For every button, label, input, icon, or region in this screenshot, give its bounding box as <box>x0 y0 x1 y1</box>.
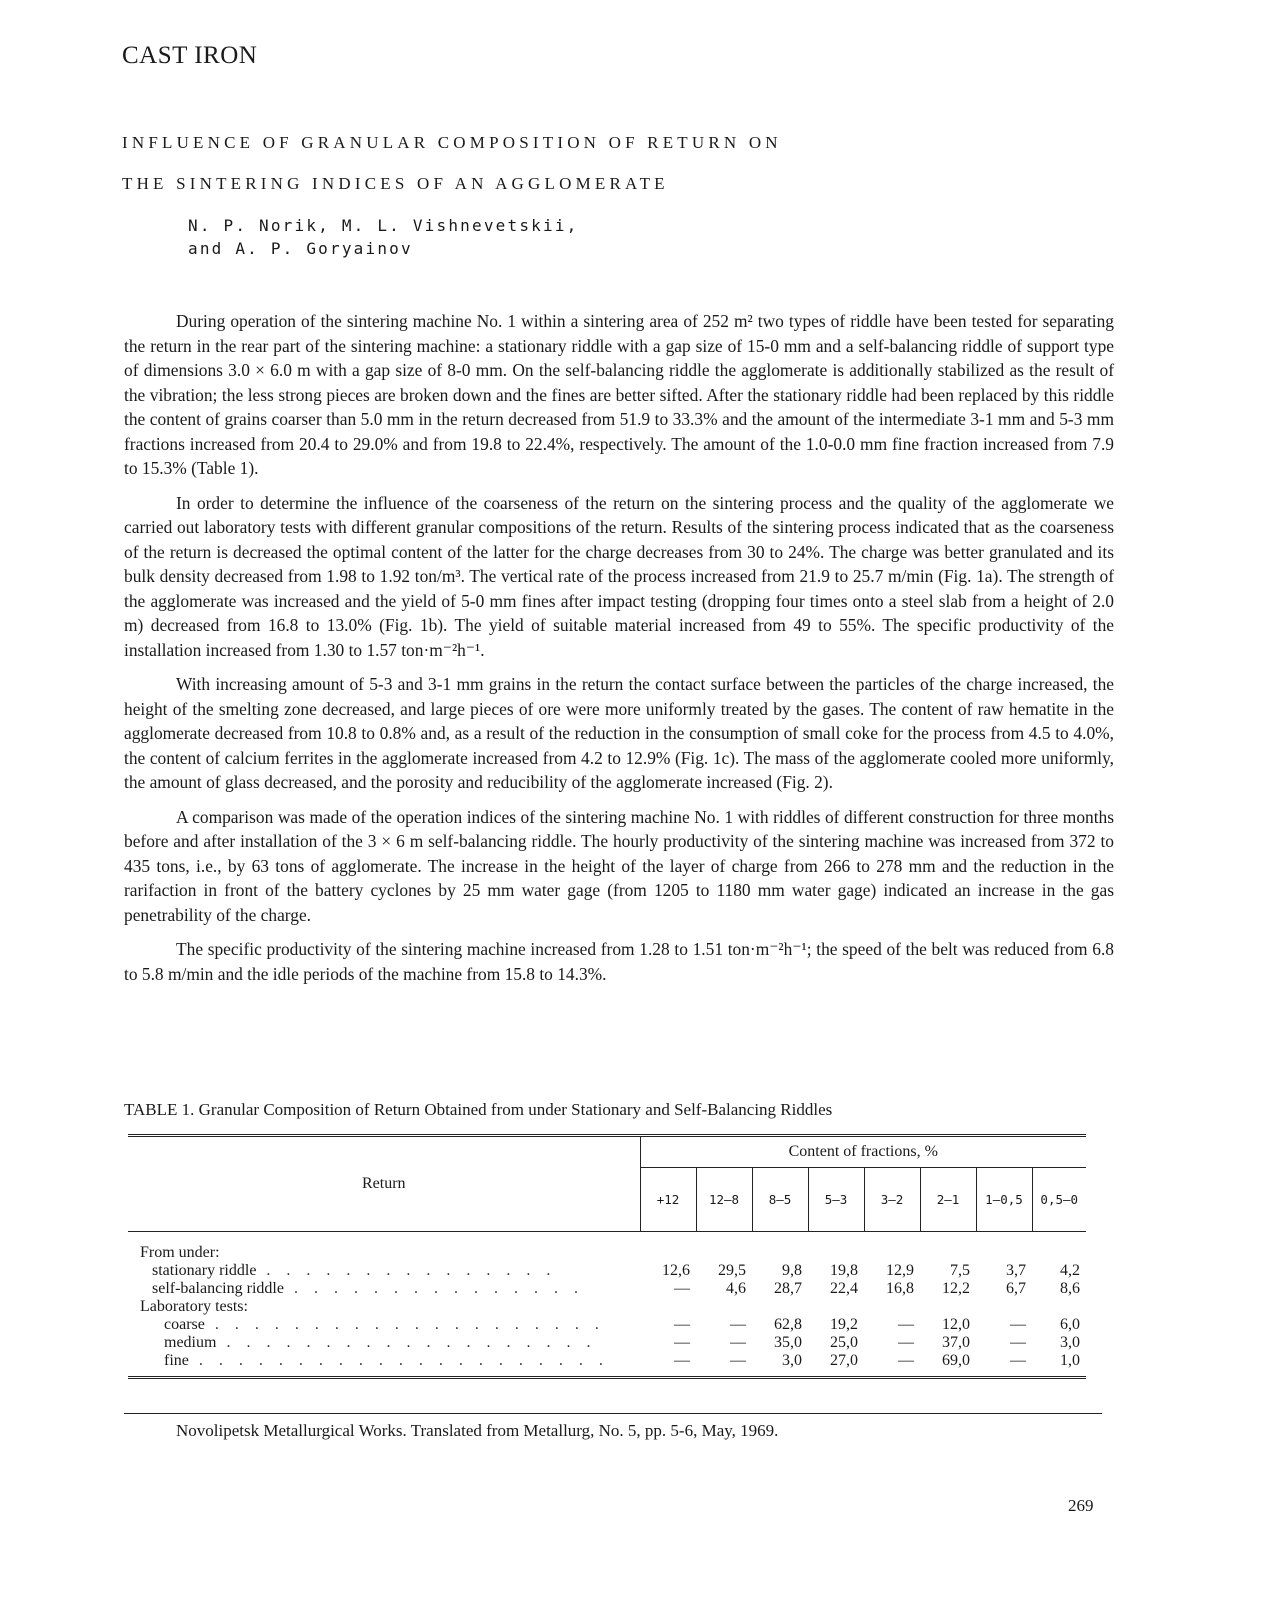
footnote: Novolipetsk Metallurgical Works. Translated from Metallurg, No. 5, pp. 5-6, May, 1969. <box>176 1421 779 1440</box>
leader-dots: . . . . . . . . . . . . . . . . . . . . . <box>188 1352 609 1369</box>
table-cell: 1,0 <box>1060 1352 1080 1369</box>
table-cell: 12,0 <box>942 1316 970 1333</box>
table-cell: 3,0 <box>1060 1334 1080 1351</box>
table-cell: 37,0 <box>942 1334 970 1351</box>
column-header: 2—1 <box>920 1168 976 1232</box>
paragraph-2: In order to determine the influence of the coarseness of the return on the sintering process and the quality of the agglomerate we carried out laboratory tests with different granular compositions of the return. Results of the sintering process indicated that as the coarseness of the return is decreased the optimal content of the latter for the charge decreases from 30 to 24%. The charge was better granulated and its bulk density decreased from 1.98 to 1.92 ton/m³. The vertical rate of the process increased from 21.9 to 25.7 m/min (Fig. 1a). The strength of the agglomerate was increased and the yield of 5-0 mm fines after impact testing (dropping four times onto a steel slab from a height of 2.0 m) decreased from 16.8 to 13.0% (Fig. 1b). The yield of suitable material increased from 49 to 55%. The specific productivity of the installation increased from 1.30 to 1.57 ton·m⁻²h⁻¹. <box>124 492 1114 660</box>
leader-dots: . . . . . . . . . . . . . . . . . . . . <box>204 1316 605 1333</box>
table-cell: — <box>1010 1352 1026 1369</box>
table-cell: 12,2 <box>942 1280 970 1297</box>
group-label-laboratory-tests: Laboratory tests: <box>140 1298 248 1315</box>
table-cell: — <box>674 1334 690 1351</box>
group-label-from-under: From under: <box>140 1244 220 1261</box>
table-cell: — <box>1010 1334 1026 1351</box>
article-title-line-2: THE SINTERING INDICES OF AN AGGLOMERATE <box>122 174 669 193</box>
table-caption: TABLE 1. Granular Composition of Return Obtained from under Stationary and Self-Balancing Riddles <box>124 1100 833 1119</box>
footnote-divider <box>124 1413 1102 1414</box>
row-label: self-balancing riddle <box>152 1280 284 1297</box>
table-cell: — <box>1010 1316 1026 1333</box>
table-row <box>128 1352 1086 1370</box>
column-header: 0,5—0 <box>1032 1168 1086 1232</box>
table-cell: 3,7 <box>1006 1262 1026 1279</box>
column-header: 12—8 <box>696 1168 752 1232</box>
row-label: coarse <box>164 1316 205 1333</box>
table-cell: — <box>674 1352 690 1369</box>
authors <box>188 214 578 260</box>
leader-dots: . . . . . . . . . . . . . . . <box>256 1262 557 1279</box>
leader-dots: . . . . . . . . . . . . . . . <box>283 1280 584 1297</box>
table-cell: — <box>898 1352 914 1369</box>
fractions-group-header: Content of fractions, % <box>640 1136 1086 1168</box>
table-cell: 6,7 <box>1006 1280 1026 1297</box>
table-row <box>128 1316 1086 1334</box>
article-title <box>122 122 782 204</box>
table-cell: 8,6 <box>1060 1280 1080 1297</box>
table-cell: 9,8 <box>782 1262 802 1279</box>
column-header: 1—0,5 <box>976 1168 1032 1232</box>
paragraph-4: A comparison was made of the operation indices of the sintering machine No. 1 with riddles of different construction for three months before and after installation of the 3 × 6 m self-balancing riddle. The hourly productivity of the sintering machine was increased from 372 to 435 tons, i.e., by 63 tons of agglomerate. The increase in the height of the layer of charge from 266 to 278 mm and the reduction in the rarifaction in front of the battery cyclones by 25 mm water gage (from 1205 to 1180 mm water gage) indicated an increase in the gas penetrability of the charge. <box>124 806 1114 925</box>
table-cell: 29,5 <box>718 1262 746 1279</box>
row-label: stationary riddle <box>152 1262 257 1279</box>
column-header: 3—2 <box>864 1168 920 1232</box>
authors-line-1: N. P. Norik, M. L. Vishnevetskii, <box>188 216 579 235</box>
table-cell: 28,7 <box>774 1280 802 1297</box>
table-cell: 4,6 <box>726 1280 746 1297</box>
table-row <box>128 1334 1086 1352</box>
table-cell: — <box>730 1316 746 1333</box>
article-body <box>124 309 1114 996</box>
table-cell: 19,8 <box>830 1262 858 1279</box>
table-cell: 12,6 <box>662 1262 690 1279</box>
table-cell: 27,0 <box>830 1352 858 1369</box>
table-cell: 6,0 <box>1060 1316 1080 1333</box>
page-number: 269 <box>1068 1496 1094 1515</box>
table-cell: 4,2 <box>1060 1262 1080 1279</box>
table-cell: — <box>730 1352 746 1369</box>
authors-line-2: and A. P. Goryainov <box>188 239 413 258</box>
table-cell: — <box>674 1280 690 1297</box>
paragraph-1: During operation of the sintering machine No. 1 within a sintering area of 252 m² two types of riddle have been tested for separating the return in the rear part of the sintering machine: a stationary riddle with a gap size of 15-0 mm and a self-balancing riddle of support type of dimensions 3.0 × 6.0 m with a gap size of 8-0 mm. On the self-balancing riddle the agglomerate is additionally stabilized as the result of the vibration; the less strong pieces are broken down and the fines are better sifted. After the stationary riddle had been replaced by this riddle the content of grains coarser than 5.0 mm in the return decreased from 51.9 to 33.3% and the amount of the intermediate 3-1 mm and 5-3 mm fractions increased from 20.4 to 29.0% and from 19.8 to 22.4%, respectively. The amount of the 1.0-0.0 mm fine fraction increased from 7.9 to 15.3% (Table 1). <box>124 311 1114 478</box>
table-cell: 62,8 <box>774 1316 802 1333</box>
column-header: 8—5 <box>752 1168 808 1232</box>
table-cell: 69,0 <box>942 1352 970 1369</box>
section-title: CAST IRON <box>122 42 258 69</box>
table-cell: — <box>898 1334 914 1351</box>
table-cell: 35,0 <box>774 1334 802 1351</box>
column-header: 5—3 <box>808 1168 864 1232</box>
row-label: medium <box>164 1334 217 1351</box>
column-header: +12 <box>640 1168 696 1232</box>
table-cell: 25,0 <box>830 1334 858 1351</box>
row-label: fine <box>164 1352 189 1369</box>
table-cell: 16,8 <box>886 1280 914 1297</box>
table-cell: 3,0 <box>782 1352 802 1369</box>
table-row <box>128 1262 1086 1280</box>
paragraph-3: With increasing amount of 5-3 and 3-1 mm grains in the return the contact surface between the particles of the charge increased, the height of the smelting zone decreased, and large pieces of ore were more uniformly treated by the gases. The content of raw hematite in the agglomerate decreased from 10.8 to 0.8% and, as a result of the reduction in the consumption of small coke for the process from 4.5 to 4.0%, the content of calcium ferrites in the agglomerate increased from 4.2 to 12.9% (Fig. 1c). The mass of the agglomerate cooled more uniformly, the amount of glass decreased, and the porosity and reducibility of the agglomerate increased (Fig. 2). <box>124 674 1114 792</box>
table-cell: 22,4 <box>830 1280 858 1297</box>
return-header: Return <box>361 1175 406 1192</box>
article-title-line-1: INFLUENCE OF GRANULAR COMPOSITION OF RETURN ON <box>122 133 782 152</box>
table-cell: 12,9 <box>886 1262 914 1279</box>
data-table <box>128 1134 1086 1379</box>
leader-dots: . . . . . . . . . . . . . . . . . . . <box>216 1334 597 1351</box>
table-cell: — <box>898 1316 914 1333</box>
table-cell: — <box>674 1316 690 1333</box>
table-cell: — <box>730 1334 746 1351</box>
paragraph-5: The specific productivity of the sintering machine increased from 1.28 to 1.51 ton·m⁻²h⁻¹; the speed of the belt was reduced from 6.8 to 5.8 m/min and the idle periods of the machine from 15.8 to 14.3%. <box>124 939 1114 984</box>
table-cell: 19,2 <box>830 1316 858 1333</box>
table-cell: 7,5 <box>950 1262 970 1279</box>
table-row <box>128 1280 1086 1298</box>
